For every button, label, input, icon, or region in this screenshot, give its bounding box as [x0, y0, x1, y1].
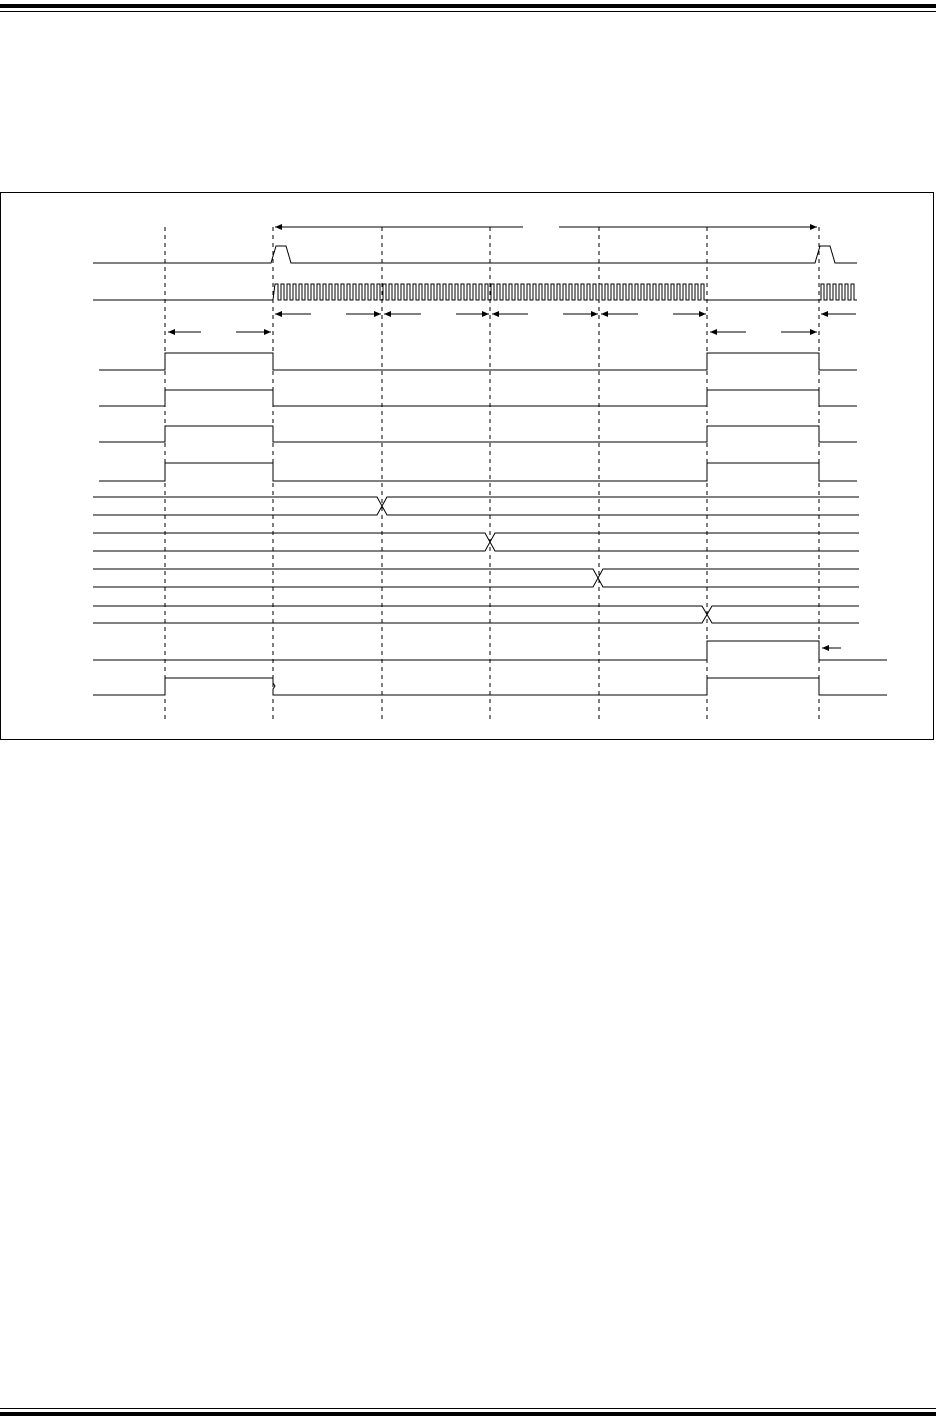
- bus-3-upper: [93, 569, 859, 587]
- footer-rule-thin: [0, 1408, 936, 1409]
- bus-1-lower: [93, 497, 859, 515]
- timing-diagram: [1, 193, 935, 741]
- signal-4-waveform: [99, 463, 857, 481]
- signal-2-waveform: [99, 390, 857, 406]
- header-rule-thick: [0, 4, 936, 8]
- bus-4-lower: [93, 606, 859, 623]
- signal-3-waveform: [99, 426, 857, 442]
- signal-1-waveform: [99, 353, 857, 370]
- bus-2-upper: [93, 533, 859, 551]
- timing-diagram-frame: [0, 192, 934, 740]
- clock-waveform: [93, 284, 857, 300]
- bus-3-lower: [93, 569, 859, 587]
- bus-1-upper: [93, 497, 859, 515]
- header-rule-thin: [0, 11, 936, 12]
- guide-lines: [165, 227, 819, 719]
- footer-rule-thick: [0, 1412, 936, 1416]
- bus-signals: [93, 497, 859, 623]
- bus-2-lower: [93, 533, 859, 551]
- square-signals: [99, 353, 857, 481]
- interval-arrows: [168, 314, 856, 332]
- bus-4-upper: [93, 606, 859, 623]
- sync-pulse-waveform: [93, 246, 857, 263]
